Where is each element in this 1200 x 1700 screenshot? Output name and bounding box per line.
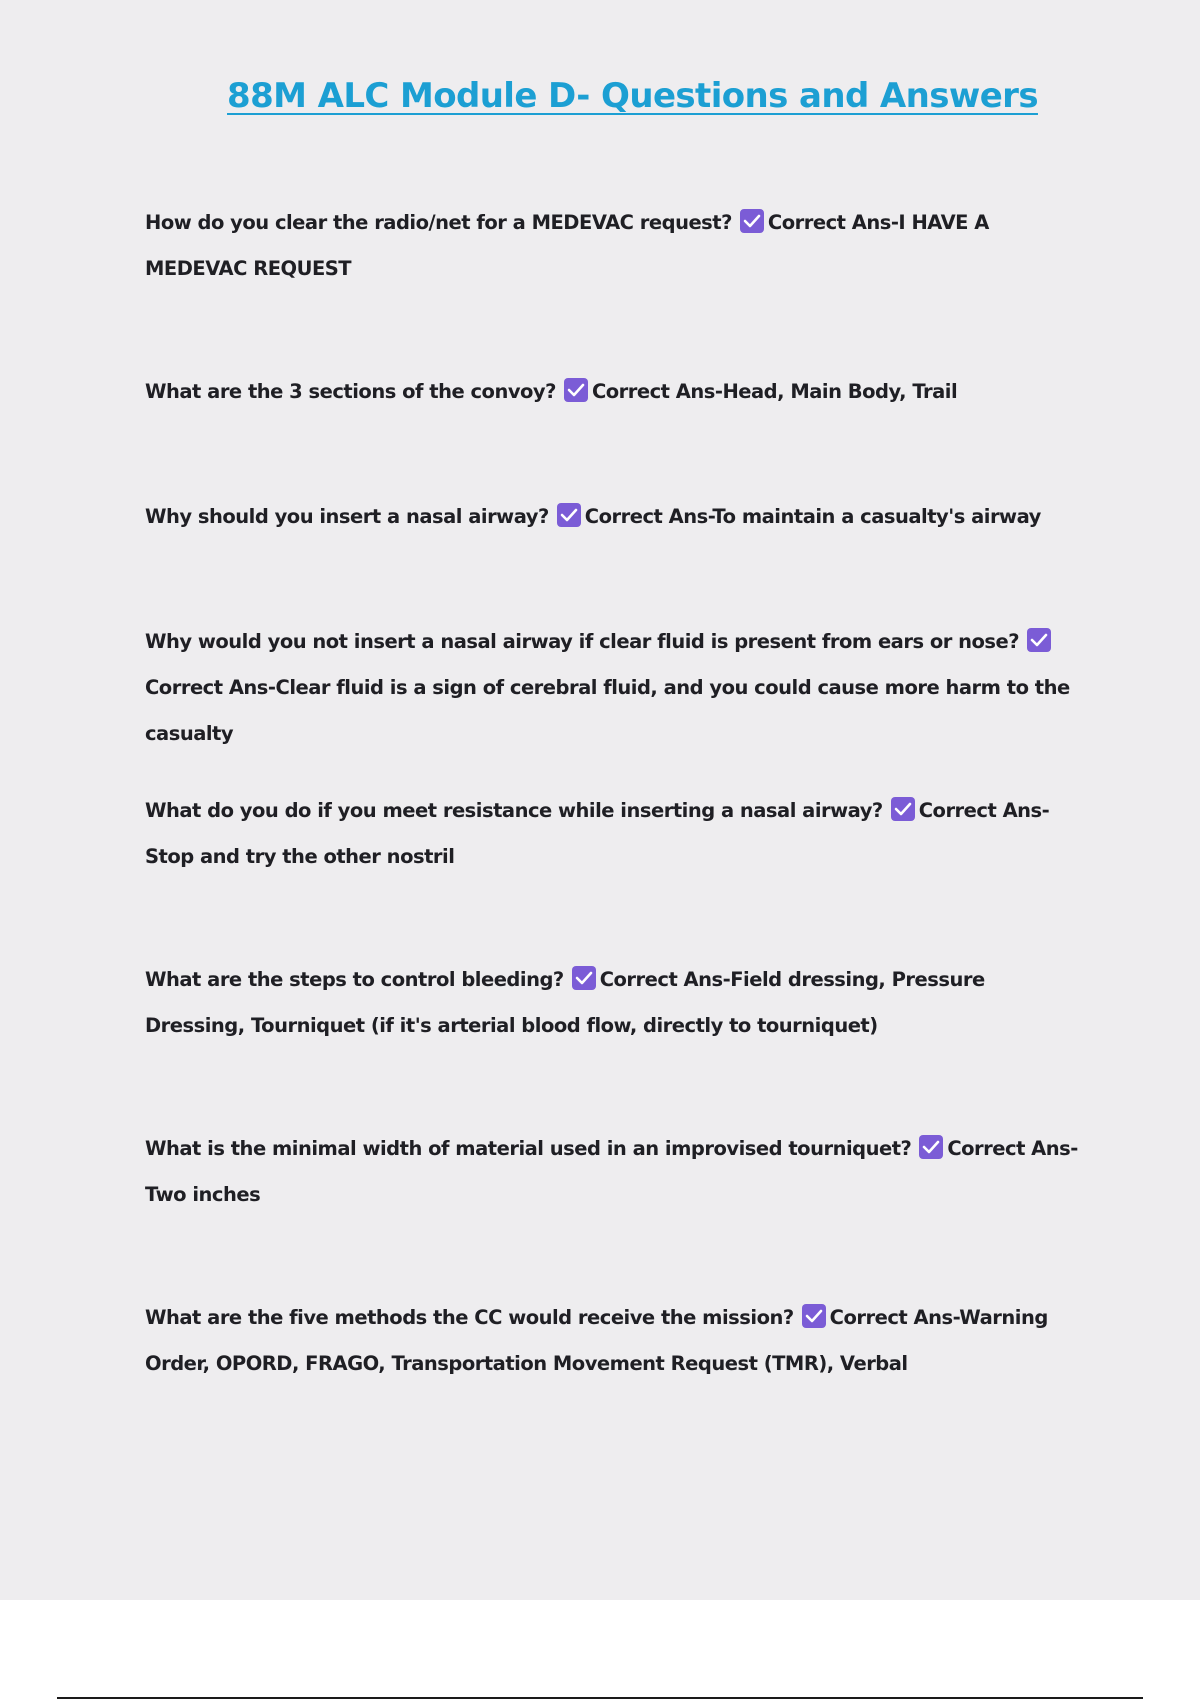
footer-divider bbox=[57, 1697, 1143, 1699]
checkbox-checked-icon bbox=[564, 378, 588, 402]
answer-text: Correct Ans-Two inches bbox=[145, 1137, 1078, 1206]
qa-item bbox=[145, 200, 1090, 369]
question-text: Why should you insert a nasal airway? bbox=[145, 505, 549, 528]
answer-text: Correct Ans-Clear fluid is a sign of cerebral fluid, and you could cause more harm to the casualty bbox=[145, 676, 1070, 745]
qa-item bbox=[145, 957, 1090, 1126]
qa-item bbox=[145, 1295, 1090, 1464]
question-text: Why would you not insert a nasal airway if clear fluid is present from ears or nose? bbox=[145, 630, 1020, 653]
question-text: What is the minimal width of material used in an improvised tourniquet? bbox=[145, 1137, 912, 1160]
answer-text: Correct Ans-Head, Main Body, Trail bbox=[591, 380, 958, 403]
qa-item bbox=[145, 494, 1090, 619]
question-text: What are the steps to control bleeding? bbox=[145, 968, 564, 991]
question-text: What are the 3 sections of the convoy? bbox=[145, 380, 556, 403]
document-title: 88M ALC Module D- Questions and Answers bbox=[227, 76, 1038, 116]
checkbox-checked-icon bbox=[802, 1304, 826, 1328]
question-text: How do you clear the radio/net for a MEDEVAC request? bbox=[145, 211, 732, 234]
answer-text: Correct Ans-Stop and try the other nostril bbox=[145, 799, 1050, 868]
question-text: What do you do if you meet resistance while inserting a nasal airway? bbox=[145, 799, 883, 822]
checkbox-checked-icon bbox=[740, 209, 764, 233]
answer-text: Correct Ans-Warning Order, OPORD, FRAGO, Transportation Movement Request (TMR), Verbal bbox=[145, 1306, 1048, 1375]
qa-item bbox=[145, 619, 1090, 788]
qa-item bbox=[145, 788, 1090, 957]
qa-list bbox=[145, 200, 1090, 1464]
checkbox-checked-icon bbox=[919, 1135, 943, 1159]
qa-item bbox=[145, 369, 1090, 494]
answer-text: Correct Ans-Field dressing, Pressure Dressing, Tourniquet (if it's arterial blood flow, directly to tourniquet) bbox=[145, 968, 985, 1037]
question-text: What are the five methods the CC would receive the mission? bbox=[145, 1306, 794, 1329]
checkbox-checked-icon bbox=[572, 966, 596, 990]
checkbox-checked-icon bbox=[557, 503, 581, 527]
checkbox-checked-icon bbox=[1027, 628, 1051, 652]
qa-item bbox=[145, 1126, 1090, 1295]
answer-text: Correct Ans-I HAVE A MEDEVAC REQUEST bbox=[145, 211, 989, 280]
answer-text: Correct Ans-To maintain a casualty's airway bbox=[584, 505, 1041, 528]
checkbox-checked-icon bbox=[891, 797, 915, 821]
